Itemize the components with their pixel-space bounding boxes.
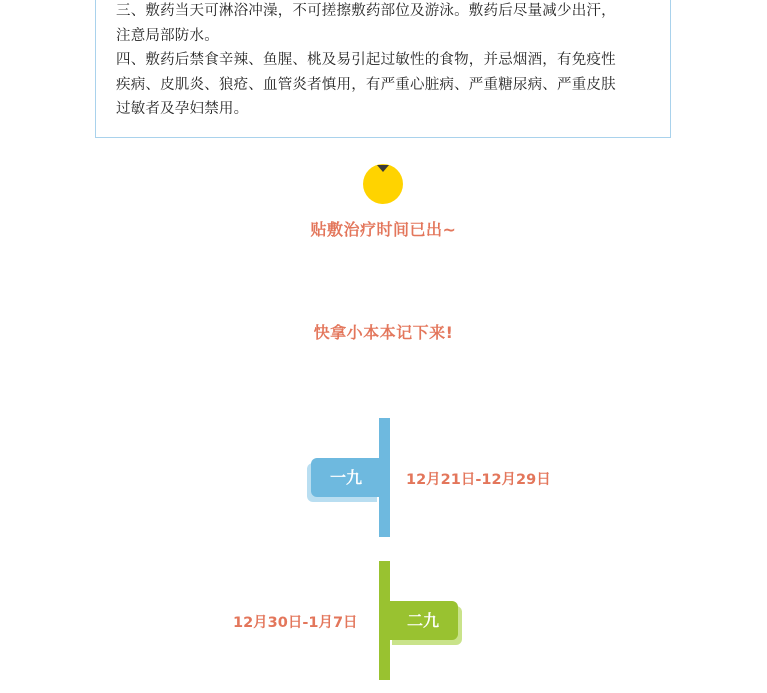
- section-subtitle: 快拿小本本记下来!: [313, 323, 454, 342]
- yellow-dot-icon: [362, 163, 404, 205]
- period-tag-2: 二九: [388, 601, 458, 640]
- notice-line: 注意局部防水。: [116, 27, 219, 44]
- section-title: 贴敷治疗时间已出~: [310, 220, 457, 239]
- period-tag-1: 一九: [311, 458, 381, 497]
- period-dates-1: 12月21日-12月29日: [406, 472, 551, 488]
- notice-box: [95, 0, 671, 138]
- notice-line: 过敏者及孕妇禁用。: [116, 101, 249, 117]
- notice-line: 疾病、皮肌炎、狼疮、血管炎者慎用，有严重心脏病、严重糖尿病、严重皮肤: [116, 76, 616, 93]
- notice-line: 三、敷药当天可淋浴冲澡，不可搓擦敷药部位及游泳。敷药后尽量减少出汗，: [116, 3, 616, 19]
- notice-line: 四、敷药后禁食辛辣、鱼腥、桃及易引起过敏性的食物，并忌烟酒，有免疫性: [116, 52, 616, 68]
- period-dates-2: 12月30日-1月7日: [233, 615, 358, 631]
- dot-notch: [377, 165, 389, 172]
